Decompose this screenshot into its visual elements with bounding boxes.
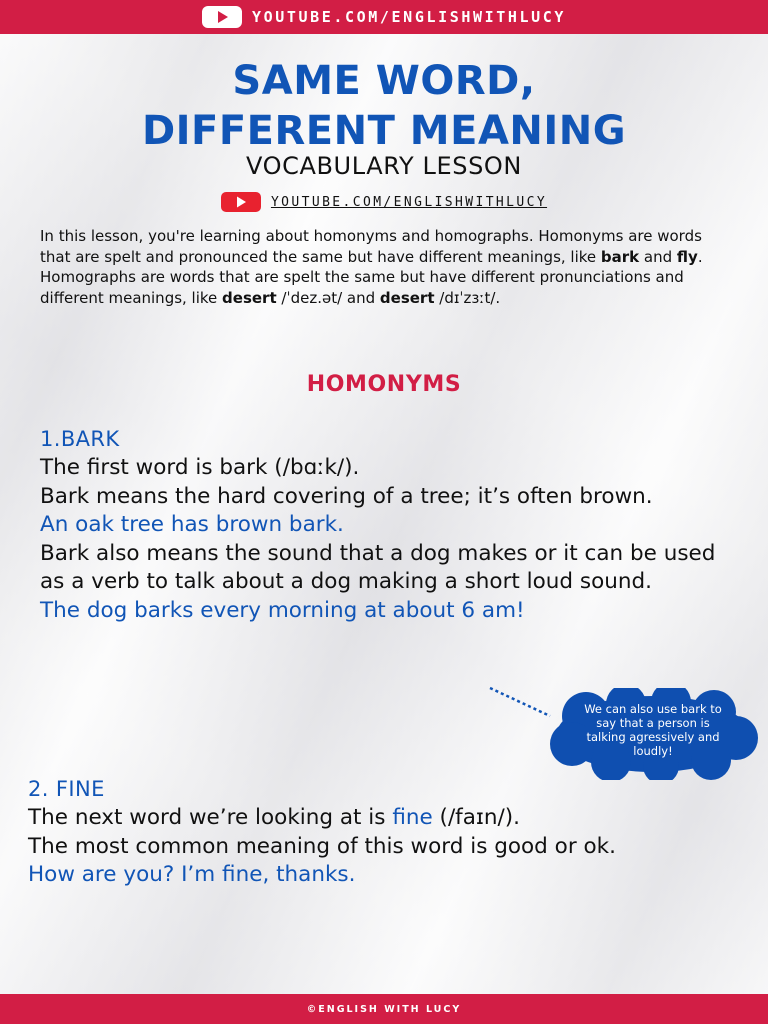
fine-line-1-start: The next word we’re looking at is [28, 805, 393, 830]
bark-section [40, 454, 720, 625]
intro-text: /dɪˈzɜːt/. [434, 288, 501, 307]
fine-line-2: The most common meaning of this word is good or ok. [28, 833, 616, 859]
intro-word-fly: fly [676, 247, 698, 266]
intro-text: /ˈdez.ət/ and [276, 288, 380, 307]
top-banner [0, 0, 768, 34]
section-heading-homonyms: HOMONYMS [306, 372, 462, 397]
fine-heading: 2. FINE [28, 777, 105, 801]
intro-word-bark: bark [600, 247, 640, 266]
intro-word-desert-1: desert [222, 288, 277, 307]
channel-link-row [0, 192, 768, 212]
bark-line-1: The first word is bark (/bɑːk/). [40, 455, 360, 480]
intro-text: In this lesson, you're learning about homonyms and homographs. Homonyms are words that are spelt and pronounced the same but have different meanings, like [40, 227, 702, 266]
fine-line-1-end: (/faɪn/). [432, 805, 521, 830]
fine-section [28, 804, 718, 890]
footer-banner [0, 994, 768, 1024]
fine-example: How are you? I’m fine, thanks. [28, 862, 356, 887]
bark-example-1: An oak tree has brown bark. [40, 512, 344, 537]
youtube-icon [202, 6, 242, 28]
intro-text: . Homographs are words that are spelt the same but have different pronunciations and different meanings, like [40, 247, 703, 307]
intro-text: and [639, 247, 677, 266]
intro-paragraph [40, 226, 730, 308]
title-line-2: DIFFERENT MEANING [141, 108, 627, 154]
top-banner-url[interactable]: YOUTUBE.COM/ENGLISHWITHLUCY [251, 8, 567, 26]
bark-example-2: The dog barks every morning at about 6 am! [40, 597, 525, 623]
footer-text: ©ENGLISH WITH LUCY [306, 1003, 462, 1015]
fine-line-1 [28, 804, 718, 833]
bark-line-2: Bark means the hard covering of a tree; it’s often brown. [40, 483, 653, 509]
note-text: We can also use bark to say that a person is talking agressively and loudly! [584, 702, 722, 758]
fine-word: fine [392, 805, 433, 830]
title-line-1: SAME WORD, [232, 58, 536, 104]
page-subtitle: VOCABULARY LESSON [246, 152, 522, 180]
channel-link[interactable]: YOUTUBE.COM/ENGLISHWITHLUCY [270, 194, 548, 210]
intro-word-desert-2: desert [379, 288, 435, 307]
bark-heading: 1.BARK [40, 427, 120, 451]
bark-line-3: Bark also means the sound that a dog makes or it can be used as a verb to talk about a dog making a short loud sound. [40, 540, 716, 594]
page-title [0, 56, 768, 156]
youtube-icon [221, 192, 261, 212]
